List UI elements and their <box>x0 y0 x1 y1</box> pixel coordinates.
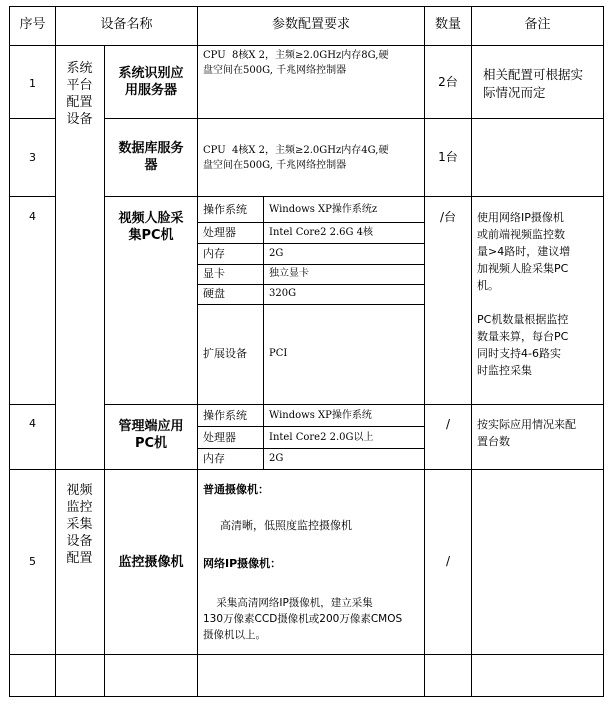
table-border-right <box>603 6 604 697</box>
row-divider <box>104 196 604 197</box>
row-number: 4 <box>29 210 36 223</box>
ordinary-camera-desc: 高清晰，低照度监控摄像机 <box>220 519 352 532</box>
row-number: 4 <box>29 417 36 430</box>
col-divider <box>55 6 56 697</box>
group-video: 视频 监控 采集 设备 配置 <box>66 483 93 566</box>
row-number: 3 <box>29 151 36 164</box>
spec-col-divider <box>263 404 264 470</box>
spec-value: PCI <box>269 348 288 359</box>
row-divider <box>9 196 56 197</box>
group-platform: 系统 平台 配置 设备 <box>66 61 93 127</box>
ip-camera-desc: 采集高清网络IP摄像机，建立采集 130万像素CCD摄像机或200万像素CMOS 摄像机以上。 <box>203 597 403 641</box>
spec-value: Intel Core2 2.6G 4核 <box>269 227 374 238</box>
remark: 相关配置可根据实 际情况而定 <box>483 67 584 100</box>
remark: 使用网络IP摄像机 或前端视频监控数 量>4路时，建议增 加视频人脸采集PC 机。 PC机数量根据监控 数量来算，每台PC 同时支持4-6路实 时监控采集 <box>477 211 571 377</box>
row-divider <box>9 118 56 119</box>
quantity: / <box>445 554 451 568</box>
spec-key: 扩展设备 <box>203 347 247 360</box>
row-divider <box>9 469 604 470</box>
quantity: 1台 <box>438 150 458 164</box>
spec-row-divider <box>197 264 425 265</box>
spec-row-divider <box>197 222 425 223</box>
quantity: /台 <box>439 210 457 224</box>
spec-row-divider <box>197 284 425 285</box>
col-divider <box>471 6 472 697</box>
spec-value: 2G <box>269 248 284 259</box>
spec-key: 操作系统 <box>203 203 247 216</box>
header-requirements: 参数配置要求 <box>271 17 350 32</box>
spec-col-divider <box>263 196 264 405</box>
ip-camera-title: 网络IP摄像机： <box>203 557 282 570</box>
row-divider <box>9 654 604 655</box>
row-divider <box>9 45 604 46</box>
row-divider <box>9 404 56 405</box>
table-border-bottom <box>9 696 604 697</box>
row-number: 5 <box>29 555 36 568</box>
row-divider <box>104 118 604 119</box>
spec-text: CPU 8核X 2，主频≥2.0GHz内存8G,硬 盘空间在500G, 千兆网络控制器 <box>203 50 389 76</box>
spec-value: 独立显卡 <box>269 268 309 279</box>
spec-value: Windows XP操作系统z <box>269 204 378 215</box>
spec-key: 硬盘 <box>203 287 225 300</box>
device-name: 管理端应用 PC机 <box>118 419 184 451</box>
table-border-top <box>9 6 604 7</box>
spec-row-divider <box>197 448 425 449</box>
row-divider <box>104 404 604 405</box>
header-device-name: 设备名称 <box>100 17 153 32</box>
device-name: 视频人脸采 集PC机 <box>118 211 184 243</box>
spec-key: 内存 <box>203 247 225 260</box>
table-border-left <box>9 6 10 697</box>
spec-row-divider <box>197 426 425 427</box>
spec-key: 显卡 <box>203 267 225 280</box>
spec-key: 处理器 <box>203 431 236 444</box>
col-divider <box>197 6 198 697</box>
spec-key: 操作系统 <box>203 409 247 422</box>
spec-text: CPU 4核X 2，主频≥2.0GHz内存4G,硬 盘空间在500G, 千兆网络控制器 <box>203 145 389 171</box>
header-remarks: 备注 <box>524 17 551 32</box>
header-no: 序号 <box>19 17 46 32</box>
spec-row-divider <box>197 243 425 244</box>
spec-row-divider <box>197 304 425 305</box>
device-name: 数据库服务 器 <box>118 141 184 173</box>
ordinary-camera-title: 普通摄像机： <box>203 483 269 496</box>
spec-value: Intel Core2 2.0G以上 <box>269 432 374 443</box>
device-name: 系统识别应 用服务器 <box>118 66 184 98</box>
quantity: 2台 <box>438 75 458 89</box>
spec-key: 处理器 <box>203 226 236 239</box>
spec-value: 320G <box>269 288 297 299</box>
row-number: 1 <box>29 77 36 90</box>
device-name: 监控摄像机 <box>118 555 184 570</box>
spec-value: 2G <box>269 453 284 464</box>
col-divider <box>424 6 425 697</box>
spec-value: Windows XP操作系统 <box>269 410 372 421</box>
header-quantity: 数量 <box>434 17 461 32</box>
remark: 按实际应用情况来配 置台数 <box>477 418 576 448</box>
spec-key: 内存 <box>203 452 225 465</box>
quantity: / <box>445 417 451 431</box>
